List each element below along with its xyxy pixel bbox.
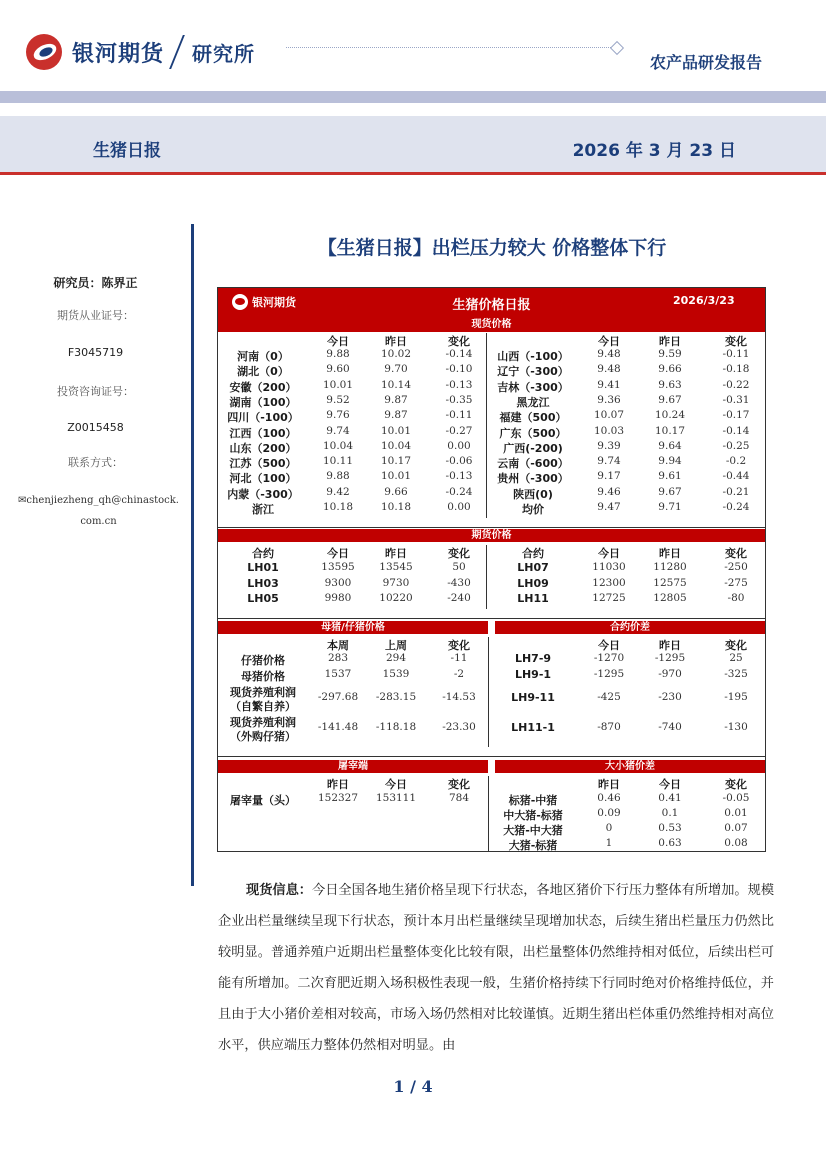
spot-yesterday-left: 10.18 (380, 501, 412, 513)
size-cell: 0.63 (658, 837, 682, 849)
spot-region-left: 安徽（200） (229, 380, 297, 394)
advisory-value: Z0015458 (67, 421, 124, 434)
futures-cell-right: -80 (727, 592, 745, 604)
spread-cell: -425 (597, 691, 621, 703)
spot-yesterday-left: 10.02 (380, 348, 412, 360)
sow-last-week: -283.15 (375, 691, 417, 703)
spot-yesterday-left: 10.04 (380, 439, 412, 452)
spot-region-left: 河南（0） (237, 350, 289, 363)
sow-last-week: 294 (385, 652, 407, 664)
price-table (217, 287, 766, 852)
spot-change-right: -0.22 (722, 378, 750, 391)
futures-cell-left: LH03 (247, 576, 279, 590)
spot-yesterday-right: 9.61 (658, 470, 682, 483)
spot-yesterday-left: 10.01 (380, 424, 412, 437)
sow-label: 现货养殖利润 (230, 716, 296, 729)
sow-header: 上周 (385, 639, 407, 652)
spread-header: 今日 (598, 639, 620, 652)
table-rule (218, 618, 765, 619)
table-date: 2026/3/23 (673, 294, 735, 307)
spot-yesterday-left: 9.66 (384, 485, 408, 498)
spot-region-left: 湖北（0） (237, 365, 289, 379)
spot-change-left: -0.27 (445, 424, 473, 437)
table-divider (486, 545, 487, 609)
slaughter-header: 今日 (385, 778, 407, 791)
size-cell: -0.05 (722, 792, 750, 804)
spot-today-left: 9.60 (326, 363, 350, 376)
body-text: 今日全国各地生猪价格呈现下行状态，各地区猪价下行压力整体有所增加。规模企业出栏量继续呈现下行状态，预计本月出栏量继续呈现增加状态，后续生猪出栏量压力仍然比较明显。普通养殖户近期出栏量整体变化比较有限，出栏量整体仍然维持相对低位，后续出栏可能有所增加。二次育肥近期入场积极性表现一般，生猪价格持续下行同时绝对价格维持低位，并且由于大小猪价差相对较高，市场入场仍然相对比较谨慎。近期生猪出栏体重仍然维持相对高位水平，供应端压力整体仍然相对明显。由 (218, 883, 775, 1053)
spot-change-left: -0.06 (445, 455, 473, 468)
logo-divider (169, 35, 185, 69)
spot-change-right: -0.17 (722, 409, 750, 422)
spread-cell: -130 (724, 721, 748, 733)
spot-today-left: 10.01 (322, 378, 354, 391)
slaughter-label: 屠宰量（头） (230, 794, 296, 807)
spot-header-left: 今日 (327, 335, 349, 348)
spot-region-right: 云南（-600） (497, 457, 569, 471)
sow-label-sub: （自繁自养） (230, 700, 296, 713)
spread-header: 昨日 (659, 639, 681, 652)
spot-change-left: -0.13 (445, 470, 473, 483)
futures-cell-left: -240 (447, 592, 471, 604)
researcher-name: 研究员：陈界正 (53, 276, 138, 290)
section-slaughter: 屠宰端 (218, 760, 488, 773)
futures-header-left: 昨日 (385, 547, 407, 560)
spread-header: 变化 (725, 639, 747, 652)
spot-yesterday-right: 9.71 (658, 501, 682, 513)
futures-header-right: 合约 (522, 547, 544, 560)
futures-header-right: 今日 (598, 547, 620, 560)
spot-change-left: -0.24 (445, 485, 473, 498)
spot-region-right: 福建（500） (499, 411, 567, 425)
size-cell: 大猪-标猪 (508, 839, 558, 852)
spot-region-left: 湖南（100） (229, 395, 297, 409)
slaughter-today: 153111 (375, 792, 417, 804)
spot-header-right: 变化 (725, 335, 747, 348)
sow-this-week: 1537 (324, 668, 352, 680)
spot-change-left: 0.00 (447, 501, 471, 513)
header-dotted-line (286, 47, 611, 48)
spread-cell: -1295 (593, 668, 625, 680)
brand-name: 银河期货 (72, 41, 165, 67)
spot-yesterday-right: 9.67 (658, 393, 682, 406)
table-rule (218, 756, 765, 757)
sow-this-week: 283 (327, 652, 349, 664)
futures-header-right: 变化 (725, 547, 747, 560)
spot-change-right: -0.18 (722, 363, 750, 376)
spot-change-right: -0.11 (722, 348, 750, 360)
sow-label: 仔猪价格 (241, 654, 285, 667)
slaughter-yesterday: 152327 (317, 792, 359, 804)
slaughter-change: 784 (448, 792, 470, 804)
spot-today-right: 10.03 (593, 424, 625, 437)
spread-cell: -325 (724, 668, 748, 680)
sow-label: 现货养殖利润 (230, 686, 296, 699)
futures-cell-left: -430 (447, 576, 471, 589)
section-spot: 现货价格 (218, 318, 765, 331)
futures-cell-right: 11280 (653, 561, 687, 573)
size-cell: 0.01 (724, 807, 748, 819)
spot-region-right: 广东（500） (499, 426, 567, 440)
diamond-icon (610, 41, 624, 55)
sow-change: -11 (450, 652, 468, 664)
column-divider (191, 224, 194, 886)
spot-today-right: 9.17 (597, 470, 621, 483)
spot-today-right: 9.74 (597, 455, 621, 468)
spot-today-left: 10.11 (322, 455, 354, 468)
slaughter-header: 变化 (448, 778, 470, 791)
futures-cell-left: LH05 (247, 592, 279, 605)
spot-region-left: 四川（-100） (227, 411, 299, 425)
spot-change-left: -0.35 (445, 393, 473, 406)
spot-today-left: 9.42 (326, 485, 350, 498)
header-band (0, 91, 826, 103)
size-header: 变化 (725, 778, 747, 791)
sow-change: -14.53 (442, 691, 476, 703)
spot-change-left: 0.00 (447, 439, 471, 452)
spot-today-left: 9.88 (326, 470, 350, 483)
spot-yesterday-left: 9.87 (384, 393, 408, 406)
spot-yesterday-left: 9.70 (384, 363, 408, 376)
spot-change-left: -0.13 (445, 378, 473, 391)
table-divider (486, 333, 487, 518)
futures-cell-right: -250 (724, 561, 748, 573)
spread-cell: 25 (729, 652, 743, 664)
spot-yesterday-right: 9.94 (658, 455, 682, 468)
futures-cell-right: 12725 (592, 592, 626, 604)
spot-change-left: -0.10 (445, 363, 473, 376)
spread-cell: -740 (658, 721, 682, 733)
futures-cell-right: 12805 (653, 592, 687, 604)
sow-last-week: -118.18 (375, 721, 417, 733)
sow-last-week: 1539 (382, 668, 410, 680)
spot-yesterday-right: 9.66 (658, 363, 682, 376)
size-header: 昨日 (598, 778, 620, 791)
futures-cell-left: 13595 (321, 561, 355, 573)
table-brand-text: 银河期货 (252, 296, 296, 309)
sow-this-week: -141.48 (317, 721, 359, 733)
table-divider (488, 637, 489, 747)
spread-cell: -195 (724, 691, 748, 703)
spot-today-left: 9.74 (326, 424, 350, 437)
spot-region-right: 辽宁（-300） (497, 365, 569, 379)
spread-cell: -1295 (654, 652, 686, 664)
report-band-rule (0, 172, 826, 175)
table-rule (218, 527, 765, 528)
size-cell: 0 (605, 822, 613, 834)
size-header: 今日 (659, 778, 681, 791)
spot-today-left: 9.76 (326, 409, 350, 422)
spot-change-left: -0.11 (445, 409, 473, 422)
sow-label: 母猪价格 (241, 670, 285, 683)
spot-region-right: 黑龙江 (516, 395, 550, 409)
spread-cell: -970 (658, 668, 682, 680)
spot-today-right: 9.47 (597, 501, 621, 513)
spot-yesterday-right: 10.17 (654, 424, 686, 437)
futures-header-left: 合约 (252, 547, 274, 560)
futures-cell-right: LH11 (517, 592, 549, 605)
section-futures: 期货价格 (218, 529, 765, 542)
futures-cell-right: -275 (724, 576, 748, 589)
spot-region-right: 广西(-200) (503, 441, 563, 455)
spread-cell: -230 (658, 691, 682, 703)
size-cell: 0.46 (597, 792, 621, 804)
spread-cell: LH9-1 (514, 668, 552, 681)
spread-cell: LH11-1 (511, 721, 555, 734)
size-cell: 0.53 (658, 822, 682, 834)
spot-today-right: 10.07 (593, 409, 625, 422)
spot-today-left: 9.52 (326, 393, 350, 406)
spot-region-right: 陕西(0) (513, 487, 553, 501)
spot-yesterday-right: 9.67 (658, 485, 682, 498)
spot-yesterday-right: 9.59 (658, 348, 682, 360)
futures-cell-left: 9980 (324, 592, 352, 604)
license-value: F3045719 (67, 346, 124, 359)
section-spread: 合约价差 (495, 621, 765, 634)
spot-region-left: 浙江 (252, 503, 274, 516)
contact-label: 联系方式： (68, 456, 123, 469)
spot-region-left: 内蒙（-300） (227, 487, 299, 501)
advisory-label: 投资咨询证号： (57, 385, 134, 398)
spot-region-right: 均价 (522, 503, 544, 516)
futures-cell-right: LH09 (517, 576, 549, 590)
futures-cell-left: 9300 (324, 576, 352, 589)
spot-header-right: 昨日 (659, 335, 681, 348)
spot-change-right: -0.21 (722, 485, 750, 498)
brand-logo (24, 30, 255, 74)
spot-header-left: 昨日 (385, 335, 407, 348)
size-cell: 1 (605, 837, 613, 849)
futures-cell-left: LH01 (247, 561, 279, 574)
spot-yesterday-left: 10.14 (380, 378, 412, 391)
report-type: 生猪日报 (93, 141, 161, 161)
license-label: 期货从业证号： (57, 309, 134, 322)
spot-yesterday-right: 9.63 (658, 378, 682, 391)
section-sow: 母猪/仔猪价格 (218, 621, 488, 634)
spot-today-right: 9.41 (597, 378, 621, 391)
futures-cell-left: 10220 (379, 592, 413, 604)
sow-change: -23.30 (442, 721, 476, 733)
spot-yesterday-right: 10.24 (654, 409, 686, 422)
spot-change-right: -0.24 (722, 501, 750, 513)
size-cell: 0.1 (661, 807, 679, 819)
spot-region-left: 河北（100） (229, 472, 297, 486)
spread-cell: -1270 (593, 652, 625, 664)
spread-cell: LH9-11 (511, 691, 555, 704)
report-category: 农产品研发报告 (649, 53, 762, 72)
futures-cell-left: 50 (452, 561, 466, 573)
spot-header-left: 变化 (448, 335, 470, 348)
spot-today-left: 10.18 (322, 501, 354, 513)
futures-cell-right: LH07 (517, 561, 549, 574)
spot-change-left: -0.14 (445, 348, 473, 360)
spot-region-right: 山西（-100） (497, 350, 569, 363)
spot-yesterday-left: 9.87 (384, 409, 408, 422)
spread-cell: LH7-9 (514, 652, 552, 665)
spot-region-left: 江西（100） (229, 426, 297, 440)
spot-change-right: -0.44 (722, 470, 750, 483)
spot-change-right: -0.14 (722, 424, 750, 437)
spot-change-right: -0.2 (725, 455, 747, 468)
spot-region-right: 贵州（-300） (497, 472, 569, 486)
sow-header: 本周 (327, 639, 349, 652)
futures-header-left: 变化 (448, 547, 470, 560)
sow-this-week: -297.68 (317, 691, 359, 703)
body-paragraph (218, 875, 774, 1061)
spot-yesterday-left: 10.17 (380, 455, 412, 468)
brand-subtitle: 研究所 (192, 41, 256, 66)
spot-region-left: 山东（200） (229, 441, 297, 455)
slaughter-header: 昨日 (327, 778, 349, 791)
spot-today-left: 9.88 (326, 348, 350, 360)
sow-change: -2 (453, 668, 465, 680)
page-number: 1 / 4 (393, 1077, 433, 1096)
spot-today-right: 9.46 (597, 485, 621, 498)
size-cell: 标猪-中猪 (508, 794, 558, 807)
spot-today-right: 9.48 (597, 363, 621, 376)
spot-region-right: 吉林（-300） (497, 380, 569, 394)
size-cell: 0.09 (597, 807, 621, 819)
size-cell: 0.41 (658, 792, 682, 804)
spot-yesterday-left: 10.01 (380, 470, 412, 483)
spot-yesterday-right: 9.64 (658, 439, 682, 452)
size-cell: 中大猪-标猪 (503, 809, 563, 822)
spread-cell: -870 (597, 721, 621, 733)
futures-cell-left: 9730 (382, 576, 410, 589)
spot-header-right: 今日 (598, 335, 620, 348)
futures-cell-left: 13545 (379, 561, 413, 573)
spot-change-right: -0.25 (722, 439, 750, 452)
section-size-spread: 大小猪价差 (495, 760, 765, 773)
sow-header: 变化 (448, 639, 470, 652)
page-title: 【生猪日报】出栏压力较大 价格整体下行 (317, 237, 667, 259)
table-title: 生猪价格日报 (452, 298, 531, 313)
futures-cell-right: 12300 (592, 576, 626, 589)
size-cell: 0.08 (724, 837, 748, 849)
spot-region-left: 江苏（500） (229, 457, 297, 471)
spot-today-right: 9.39 (597, 439, 621, 452)
contact-email-link[interactable]: ✉chenjiezheng_qh@chinastock.com.cn (18, 495, 179, 527)
futures-cell-right: 12575 (653, 576, 687, 589)
size-cell: 大猪-中大猪 (503, 824, 563, 837)
sow-label-sub: （外购仔猪） (230, 730, 296, 743)
body-lead: 现货信息： (246, 883, 313, 898)
report-date: 2026 年 3 月 23 日 (572, 141, 736, 161)
futures-cell-right: 11030 (592, 561, 626, 573)
table-divider (488, 776, 489, 852)
spot-today-right: 9.36 (597, 393, 621, 406)
futures-header-right: 昨日 (659, 547, 681, 560)
galaxy-logo-icon (24, 32, 64, 72)
spot-change-right: -0.31 (722, 393, 750, 406)
futures-header-left: 今日 (327, 547, 349, 560)
spot-today-right: 9.48 (597, 348, 621, 360)
spot-today-left: 10.04 (322, 439, 354, 452)
size-cell: 0.07 (724, 822, 748, 834)
